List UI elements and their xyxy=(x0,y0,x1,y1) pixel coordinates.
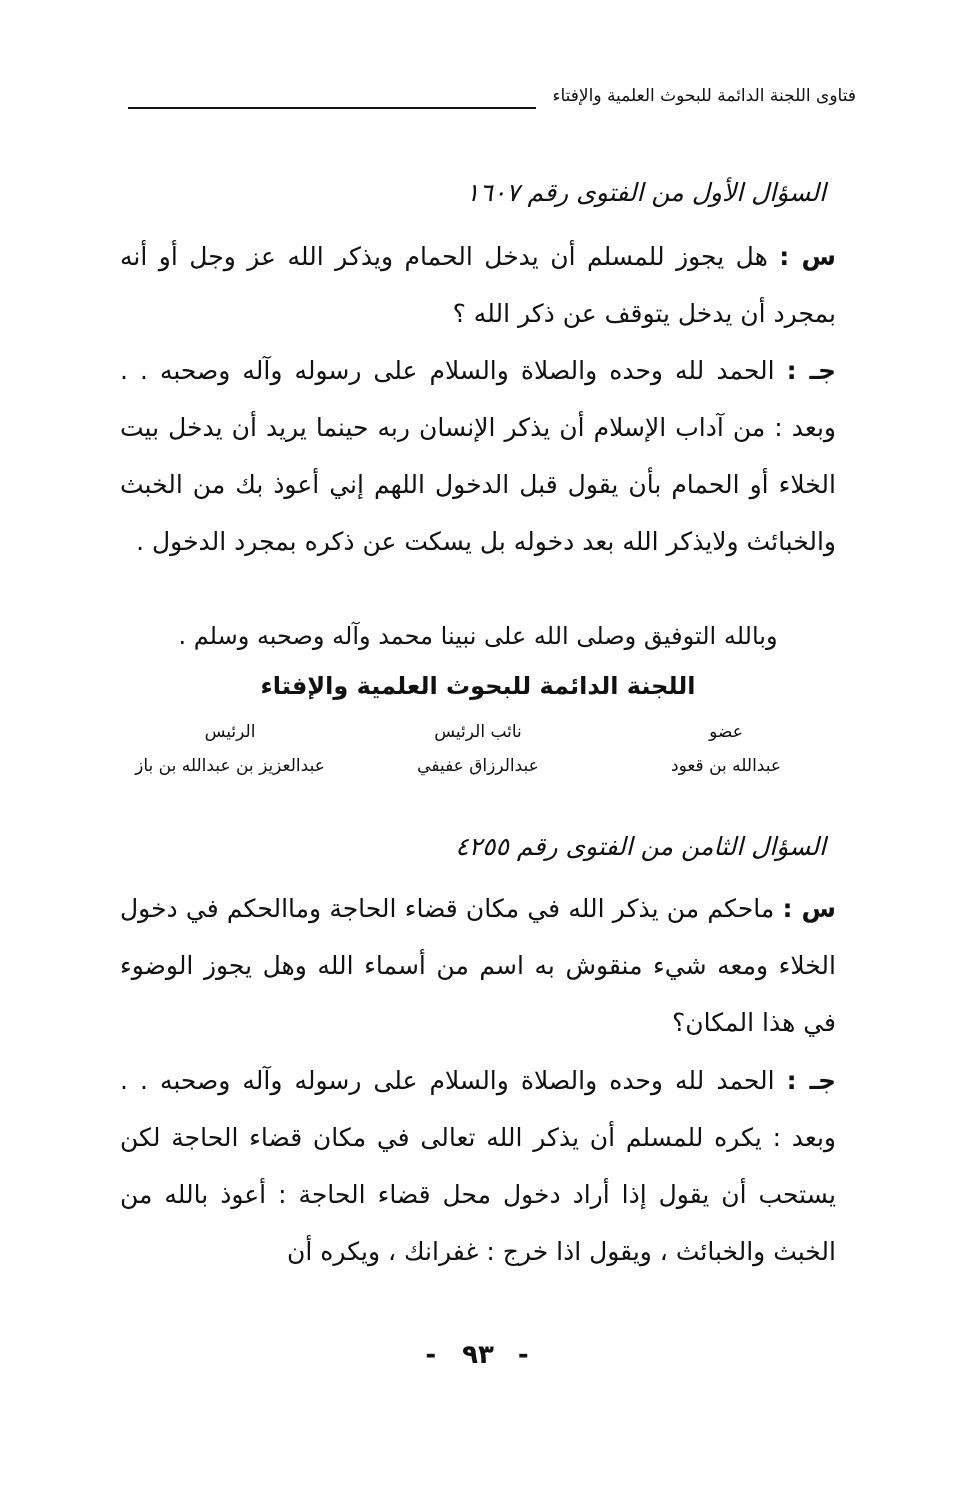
header-rule xyxy=(128,107,536,109)
question-text: هل يجوز للمسلم أن يدخل الحمام ويذكر الله عز وجل أو أنه بمجرد أن يدخل يتوقف عن ذكر الله ؟ xyxy=(120,242,836,328)
running-head: فتاوى اللجنة الدائمة للبحوث العلمية والإفتاء xyxy=(552,86,856,106)
answer-lead: جـ : xyxy=(786,356,837,385)
question-text: ماحكم من يذكر الله في مكان قضاء الحاجة وماالحكم في دخول الخلاء ومعه شيء منقوش به اسم من أسماء الله وهل يجوز الوضوء في هذا المكان؟ xyxy=(120,894,836,1037)
answer-text: الحمد لله وحده والصلاة والسلام على رسوله وآله وصحبه . . وبعد : يكره للمسلم أن يذكر الله تعالى في مكان قضاء الحاجة لكن يستحب أن يقول إذا أراد دخول محل قضاء الحاجة : أعوذ بالله من الخبث والخبائث ، ويقول اذا خرج : غفرانك ، ويكره أن xyxy=(120,1066,836,1266)
signatory-name: عبدالعزيز بن عبدالله بن باز xyxy=(135,756,325,776)
signatory-role: الرئيس xyxy=(204,722,256,742)
answer-lead: جـ : xyxy=(786,1066,837,1095)
committee-name: اللجنة الدائمة للبحوث العلمية والإفتاء xyxy=(260,672,696,700)
section2-title: السؤال الثامن من الفتوى رقم ٤٢٥٥ xyxy=(455,832,826,861)
closing-formula: وبالله التوفيق وصلى الله على نبينا محمد وآله وصحبه وسلم . xyxy=(178,622,778,650)
signatory xyxy=(616,722,836,776)
signatures xyxy=(120,722,836,776)
page-number-value: ٩٣ xyxy=(462,1340,494,1370)
question-lead: س : xyxy=(779,242,837,271)
signatory-role: عضو xyxy=(709,722,743,742)
signatory xyxy=(368,722,588,776)
section1-title: السؤال الأول من الفتوى رقم ١٦٠٧ xyxy=(465,178,826,207)
answer-text: الحمد لله وحده والصلاة والسلام على رسوله وآله وصحبه . . وبعد : من آداب الإسلام أن يذكر الإنسان ربه حينما يريد أن يدخل بيت الخلاء أو الحمام بأن يقول قبل الدخول اللهم إني أعوذ بك من الخبث والخبائث ولايذكر الله بعد دخوله بل يسكت عن ذكره بمجرد الدخول . xyxy=(120,356,836,556)
signatory-name: عبدالرزاق عفيفي xyxy=(417,756,539,776)
section1-answer xyxy=(120,342,836,570)
signatory-role: نائب الرئيس xyxy=(434,722,522,742)
section1-question xyxy=(120,228,836,342)
signatory xyxy=(120,722,340,776)
section2-answer xyxy=(120,1052,836,1280)
question-lead: س : xyxy=(782,894,836,923)
signatory-name: عبدالله بن قعود xyxy=(671,756,782,776)
section2-question xyxy=(120,880,836,1051)
page-number: - ٩٣ - xyxy=(425,1340,531,1370)
